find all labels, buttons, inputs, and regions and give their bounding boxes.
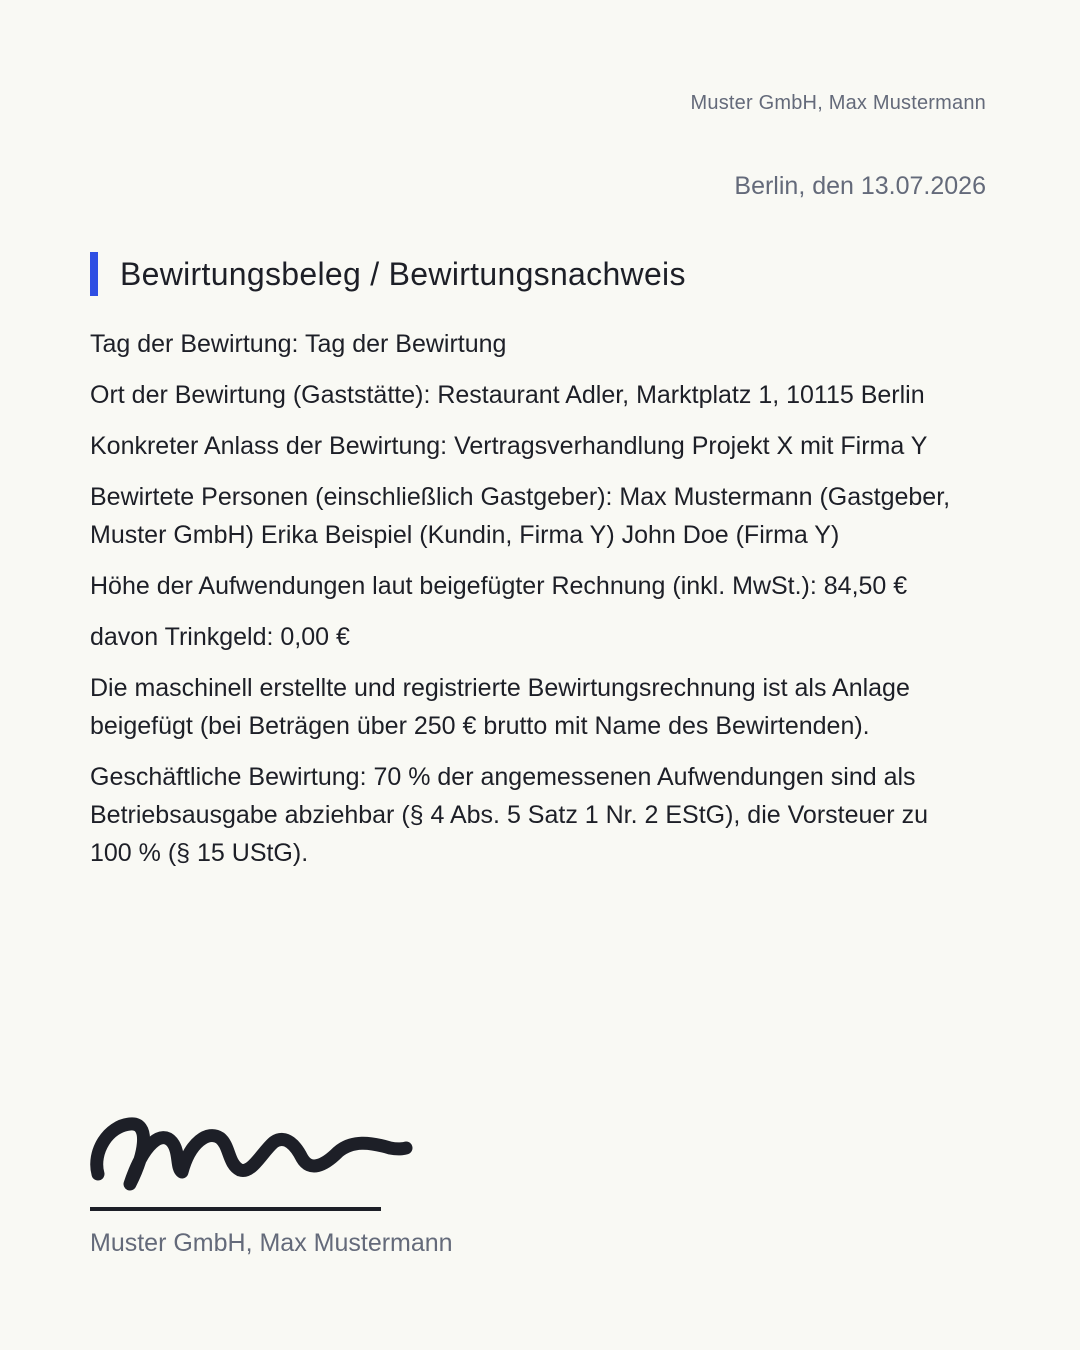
paragraph-amount: Höhe der Aufwendungen laut beigefügter Rechnung (inkl. MwSt.): 84,50 € xyxy=(90,572,908,600)
place-date: Berlin, den 13.07.2026 xyxy=(734,172,986,200)
paragraph-date: Tag der Bewirtung: Tag der Bewirtung xyxy=(90,330,507,358)
sender-line: Muster GmbH, Max Mustermann xyxy=(690,92,986,114)
title-block xyxy=(90,252,686,296)
document-body xyxy=(90,325,970,885)
paragraph-occasion: Konkreter Anlass der Bewirtung: Vertragsverhandlung Projekt X mit Firma Y xyxy=(90,432,928,460)
paragraph-location: Ort der Bewirtung (Gaststätte): Restaurant Adler, Marktplatz 1, 10115 Berlin xyxy=(90,381,925,409)
paragraph-tax-note: Geschäftliche Bewirtung: 70 % der angemessenen Aufwendungen sind als Betriebsausgabe abziehbar (§ 4 Abs. 5 Satz 1 Nr. 2 EStG), die Vorsteuer zu 100 % (§ 15 UStG). xyxy=(90,763,928,867)
document-title: Bewirtungsbeleg / Bewirtungsnachweis xyxy=(120,255,686,292)
paragraph-attachment: Die maschinell erstellte und registrierte Bewirtungsrechnung ist als Anlage beigefügt (bei Beträgen über 250 € brutto mit Name des Bewirtenden). xyxy=(90,674,910,740)
signature-name: Muster GmbH, Max Mustermann xyxy=(90,1229,453,1257)
handwritten-signature xyxy=(90,1112,420,1202)
title-accent-bar xyxy=(90,252,98,296)
paragraph-tip: davon Trinkgeld: 0,00 € xyxy=(90,623,350,651)
signature-line xyxy=(90,1207,381,1211)
paragraph-guests: Bewirtete Personen (einschließlich Gastgeber): Max Mustermann (Gastgeber, Muster GmbH) Erika Beispiel (Kundin, Firma Y) John Doe (Firma Y) xyxy=(90,483,951,549)
